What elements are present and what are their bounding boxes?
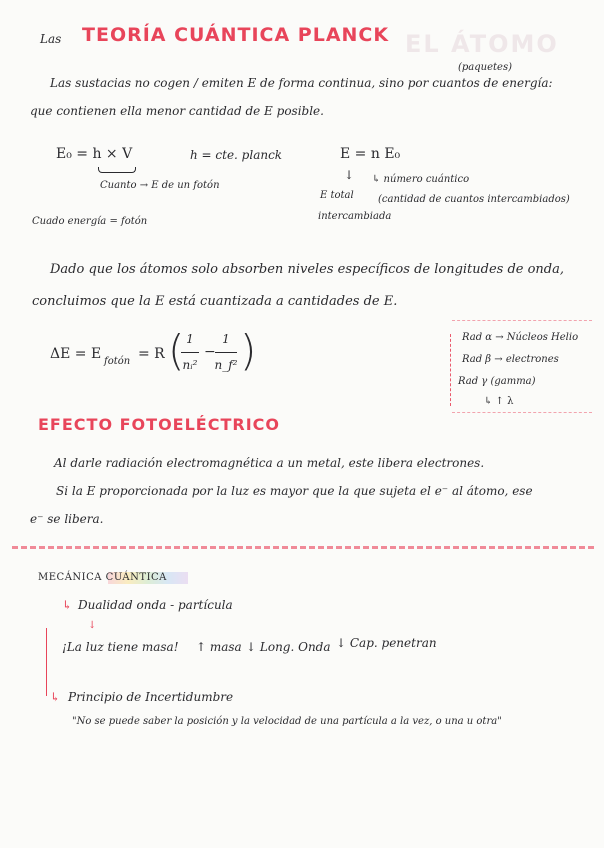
red-bracket — [46, 628, 55, 696]
intro-line-2: que contienen ella menor cantidad de E posible. — [30, 104, 324, 118]
pen-down: ↓ Cap. penetran — [336, 636, 437, 650]
numero-cuantico: ↳ número cuántico — [372, 174, 470, 185]
section-divider — [12, 546, 594, 549]
minus: − — [204, 344, 216, 360]
rad-gamma: Rad γ (gamma) — [458, 376, 536, 387]
photo-line-2: Si la E proporcionada por la luz es mayor que la que sujeta el e⁻ al átomo, ese — [56, 484, 533, 498]
arrow-dualidad: ↳ — [62, 598, 73, 612]
ghost-title: EL ÁTOMO — [405, 30, 559, 58]
frac2-num: 1 — [222, 332, 230, 346]
frac1-den: nᵢ² — [182, 358, 198, 372]
delta-sub: fotón — [104, 356, 131, 367]
rad-beta: Rad β → electrones — [462, 354, 559, 365]
photo-title: EFECTO FOTOELÉCTRICO — [38, 415, 280, 434]
rad-box-bottom — [452, 412, 592, 413]
principio: Principio de Incertidumbre — [68, 690, 234, 704]
paren-right: ) — [240, 326, 257, 375]
intro-line-1: Las sustacias no cogen / emiten E de forma continua, sino por cuantos de energía: — [50, 76, 553, 90]
formula-e0: E₀ = h × V — [56, 146, 133, 162]
page-title: TEORÍA CUÁNTICA PLANCK — [82, 24, 390, 46]
frac1-num: 1 — [186, 332, 194, 346]
paren-left: ( — [168, 326, 185, 375]
formula-h: h = cte. planck — [190, 148, 283, 162]
cuanto-note: Cuanto → E de un fotón — [100, 180, 220, 191]
frac2-bar — [215, 352, 237, 353]
arrow-principio: ↳ — [50, 690, 61, 704]
delta-lhs: ΔE = E — [50, 346, 102, 362]
rad-box-left — [450, 334, 451, 406]
frac1-bar — [181, 352, 199, 353]
delta-eq: = R — [138, 346, 165, 362]
frac2-den: n_f² — [214, 358, 238, 372]
light-mass: ¡La luz tiene masa! — [62, 640, 179, 654]
e-total: E total — [320, 190, 354, 201]
rad-alpha: Rad α → Núcleos Helio — [462, 332, 579, 343]
down-arrow: ↓ — [344, 168, 355, 182]
cantidad-cuantos: (cantidad de cuantos intercambiados) — [378, 194, 570, 205]
photo-line-3: e⁻ se libera. — [30, 512, 104, 526]
intercambiada: intercambiada — [318, 211, 392, 222]
quote: "No se puede saber la posición y la velocidad de una partícula a la vez, o una u otra" — [72, 716, 502, 727]
mass-up: ↑ masa — [196, 640, 242, 654]
quantum-title: MECÁNICA CUÁNTICA — [38, 572, 167, 583]
atoms-line-1: Dado que los átomos solo absorben niveles específicos de longitudes de onda, — [50, 262, 565, 277]
down-arrow-red: ↓ — [88, 620, 97, 631]
rad-box-top — [452, 320, 592, 321]
underbrace — [98, 167, 136, 173]
formula-en: E = n E₀ — [340, 146, 401, 162]
rad-gamma-note: ↳ ↑ λ — [484, 396, 514, 407]
cuanto-energia: Cuado energía = fotón — [32, 216, 148, 227]
wave-down: ↓ Long. Onda — [246, 640, 331, 654]
dualidad: Dualidad onda - partícula — [78, 598, 233, 612]
header-prefix: Las — [40, 32, 62, 46]
photo-line-1: Al darle radiación electromagnética a un metal, este libera electrones. — [54, 456, 485, 470]
paquetes-note: (paquetes) — [458, 62, 512, 73]
atoms-line-2: concluimos que la E está cuantizada a cantidades de E. — [32, 294, 398, 309]
